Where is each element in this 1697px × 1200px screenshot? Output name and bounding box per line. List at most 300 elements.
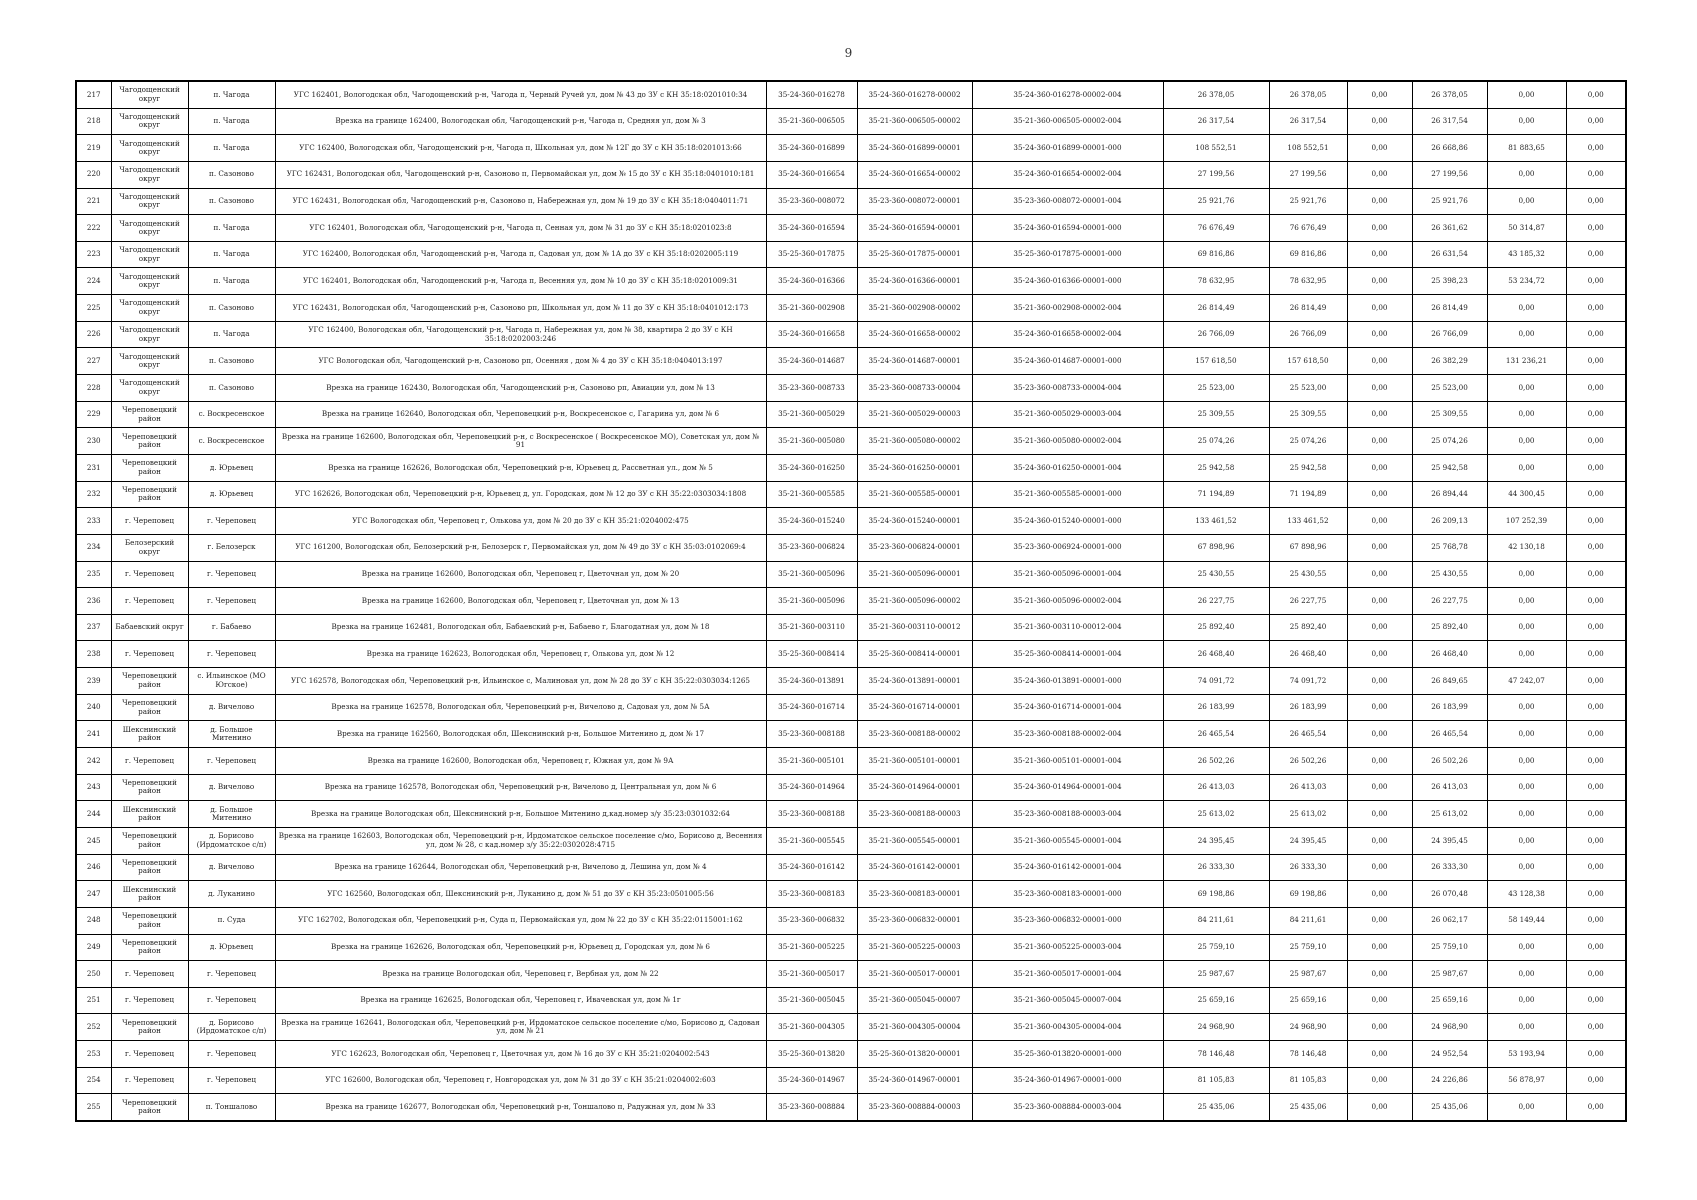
cell-cost-zero: 0,00 [1347, 854, 1412, 881]
cell-district: г. Череповец [111, 961, 188, 988]
table-row [76, 748, 1626, 775]
cell-cost-part-1: 25 523,00 [1412, 375, 1487, 402]
cell-total-cost: 27 199,56 [1163, 161, 1269, 188]
cell-object-code: 35-24-360-016278 [766, 81, 857, 108]
table-row [76, 1094, 1626, 1121]
cell-district: Шекснинский район [111, 881, 188, 908]
cell-cost-part-2: 0,00 [1487, 588, 1566, 615]
cell-total-cost: 108 552,51 [1163, 135, 1269, 162]
cell-object-code: 35-24-360-016250 [766, 454, 857, 481]
table-row [76, 428, 1626, 455]
cell-cost-part-1: 24 952,54 [1412, 1041, 1487, 1068]
cell-object-code: 35-24-360-014687 [766, 348, 857, 375]
cell-address: Врезка на границе 162677, Вологодская обл, Череповецкий р-н, Тоншалово п, Радужная ул, дом № 33 [275, 1094, 766, 1121]
cell-object-code: 35-21-360-004305 [766, 1014, 857, 1041]
cell-cost-part-3: 0,00 [1566, 428, 1626, 455]
cell-cost-part-2: 53 193,94 [1487, 1041, 1566, 1068]
cell-connection-code: 35-24-360-016658-00002 [857, 321, 972, 348]
cell-cost-zero: 0,00 [1347, 321, 1412, 348]
table-row [76, 1014, 1626, 1041]
table-row [76, 188, 1626, 215]
cell-object-code: 35-21-360-005029 [766, 401, 857, 428]
cell-cost-part-1: 26 668,86 [1412, 135, 1487, 162]
cell-point-code: 35-23-360-008072-00001-004 [972, 188, 1163, 215]
cell-row-number: 229 [76, 401, 111, 428]
cell-object-code: 35-21-360-005225 [766, 934, 857, 961]
cell-object-code: 35-21-360-005017 [766, 961, 857, 988]
cell-row-number: 217 [76, 81, 111, 108]
cell-row-number: 232 [76, 481, 111, 508]
cell-connection-code: 35-25-360-008414-00001 [857, 641, 972, 668]
cell-cost-part-1: 26 849,65 [1412, 668, 1487, 695]
cell-cost-part-1: 25 892,40 [1412, 614, 1487, 641]
cell-object-code: 35-23-360-008188 [766, 721, 857, 748]
cell-point-code: 35-21-360-005545-00001-004 [972, 827, 1163, 854]
cell-point-code: 35-23-360-008188-00002-004 [972, 721, 1163, 748]
cell-cost-part-1: 25 987,67 [1412, 961, 1487, 988]
cell-total-cost: 26 333,30 [1163, 854, 1269, 881]
cell-row-number: 234 [76, 534, 111, 561]
cell-object-code: 35-24-360-015240 [766, 508, 857, 535]
cell-row-number: 231 [76, 454, 111, 481]
cell-district: Чагодощенский округ [111, 268, 188, 295]
cell-cost-part-3: 0,00 [1566, 668, 1626, 695]
cell-cost-part-2: 0,00 [1487, 108, 1566, 135]
cell-settlement: с. Ильинское (МО Югское) [188, 668, 275, 695]
cell-row-number: 249 [76, 934, 111, 961]
cell-cost-zero: 0,00 [1347, 614, 1412, 641]
cell-settlement: г. Череповец [188, 641, 275, 668]
cell-cost-total-2: 27 199,56 [1269, 161, 1347, 188]
cell-cost-total-2: 69 198,86 [1269, 881, 1347, 908]
cell-total-cost: 26 502,26 [1163, 748, 1269, 775]
cell-district: Череповецкий район [111, 934, 188, 961]
cell-object-code: 35-24-360-016654 [766, 161, 857, 188]
cell-cost-part-2: 0,00 [1487, 987, 1566, 1014]
cell-address: Врезка на границе 162600, Вологодская обл, Череповец г, Цветочная ул, дом № 20 [275, 561, 766, 588]
cell-total-cost: 25 892,40 [1163, 614, 1269, 641]
cell-row-number: 220 [76, 161, 111, 188]
cell-cost-part-2: 0,00 [1487, 961, 1566, 988]
cell-cost-zero: 0,00 [1347, 668, 1412, 695]
cell-address: УГС 162400, Вологодская обл, Чагодощенский р-н, Чагода п, Садовая ул, дом № 1А до ЗУ с КН 35:18:0202005:119 [275, 241, 766, 268]
cell-row-number: 245 [76, 827, 111, 854]
cell-cost-part-1: 26 317,54 [1412, 108, 1487, 135]
cell-total-cost: 25 430,55 [1163, 561, 1269, 588]
cell-settlement: п. Чагода [188, 215, 275, 242]
cell-row-number: 240 [76, 694, 111, 721]
cell-cost-total-2: 26 413,03 [1269, 774, 1347, 801]
cell-connection-code: 35-24-360-016899-00001 [857, 135, 972, 162]
table-row [76, 668, 1626, 695]
cell-cost-part-2: 44 300,45 [1487, 481, 1566, 508]
cell-total-cost: 26 378,05 [1163, 81, 1269, 108]
cell-settlement: г. Череповец [188, 987, 275, 1014]
cell-object-code: 35-24-360-016714 [766, 694, 857, 721]
cell-cost-part-3: 0,00 [1566, 135, 1626, 162]
cell-row-number: 250 [76, 961, 111, 988]
cell-district: Белозерский округ [111, 534, 188, 561]
table-row [76, 827, 1626, 854]
table-row [76, 907, 1626, 934]
cell-cost-zero: 0,00 [1347, 428, 1412, 455]
table-row [76, 241, 1626, 268]
cell-cost-zero: 0,00 [1347, 987, 1412, 1014]
cell-cost-part-2: 0,00 [1487, 375, 1566, 402]
cell-cost-part-3: 0,00 [1566, 188, 1626, 215]
cell-cost-total-2: 25 613,02 [1269, 801, 1347, 828]
cell-address: УГС 162431, Вологодская обл, Чагодощенский р-н, Сазоново рп, Школьная ул, дом № 11 до ЗУ с КН 35:18:0401012:173 [275, 295, 766, 322]
cell-connection-code: 35-24-360-014964-00001 [857, 774, 972, 801]
cell-connection-code: 35-21-360-005545-00001 [857, 827, 972, 854]
cell-row-number: 218 [76, 108, 111, 135]
cell-cost-total-2: 78 146,48 [1269, 1041, 1347, 1068]
cell-connection-code: 35-21-360-005225-00003 [857, 934, 972, 961]
cell-cost-total-2: 25 309,55 [1269, 401, 1347, 428]
cell-object-code: 35-25-360-013820 [766, 1041, 857, 1068]
cell-cost-part-2: 131 236,21 [1487, 348, 1566, 375]
cell-total-cost: 25 613,02 [1163, 801, 1269, 828]
table-row [76, 375, 1626, 402]
cell-cost-part-3: 0,00 [1566, 81, 1626, 108]
cell-cost-zero: 0,00 [1347, 454, 1412, 481]
cell-cost-part-3: 0,00 [1566, 748, 1626, 775]
cell-address: УГС 162431, Вологодская обл, Чагодощенский р-н, Сазоново п, Набережная ул, дом № 19 до ЗУ с КН 35:18:0404011:71 [275, 188, 766, 215]
cell-cost-part-1: 25 430,55 [1412, 561, 1487, 588]
table-row [76, 694, 1626, 721]
table-row [76, 401, 1626, 428]
cell-object-code: 35-21-360-005545 [766, 827, 857, 854]
cell-point-code: 35-24-360-013891-00001-000 [972, 668, 1163, 695]
cell-cost-zero: 0,00 [1347, 721, 1412, 748]
cell-settlement: г. Череповец [188, 961, 275, 988]
cell-cost-part-3: 0,00 [1566, 694, 1626, 721]
cell-point-code: 35-21-360-005045-00007-004 [972, 987, 1163, 1014]
cell-object-code: 35-21-360-005045 [766, 987, 857, 1014]
cell-point-code: 35-21-360-004305-00004-004 [972, 1014, 1163, 1041]
cell-connection-code: 35-25-360-017875-00001 [857, 241, 972, 268]
cell-connection-code: 35-24-360-014967-00001 [857, 1067, 972, 1094]
cell-district: Череповецкий район [111, 827, 188, 854]
cell-cost-total-2: 25 659,16 [1269, 987, 1347, 1014]
cell-point-code: 35-24-360-016278-00002-004 [972, 81, 1163, 108]
cell-address: УГС 162400, Вологодская обл, Чагодощенский р-н, Чагода п, Набережная ул, дом № 38, квартира 2 до ЗУ с КН 35:18:0202003:246 [275, 321, 766, 348]
cell-row-number: 222 [76, 215, 111, 242]
cell-cost-total-2: 26 183,99 [1269, 694, 1347, 721]
cell-cost-part-2: 0,00 [1487, 161, 1566, 188]
cell-cost-part-2: 0,00 [1487, 801, 1566, 828]
cell-cost-zero: 0,00 [1347, 561, 1412, 588]
cell-cost-part-3: 0,00 [1566, 268, 1626, 295]
cell-settlement: г. Череповец [188, 748, 275, 775]
cell-cost-zero: 0,00 [1347, 241, 1412, 268]
cell-object-code: 35-24-360-014964 [766, 774, 857, 801]
cell-row-number: 223 [76, 241, 111, 268]
cell-point-code: 35-21-360-005080-00002-004 [972, 428, 1163, 455]
cell-cost-total-2: 24 968,90 [1269, 1014, 1347, 1041]
cell-settlement: п. Суда [188, 907, 275, 934]
cell-settlement: д. Юрьевец [188, 481, 275, 508]
table-row [76, 321, 1626, 348]
cell-address: Врезка на границе 162600, Вологодская обл, Череповец г, Южная ул, дом № 9А [275, 748, 766, 775]
cell-connection-code: 35-24-360-013891-00001 [857, 668, 972, 695]
cell-cost-part-3: 0,00 [1566, 1041, 1626, 1068]
cell-object-code: 35-21-360-005080 [766, 428, 857, 455]
cell-cost-part-1: 26 894,44 [1412, 481, 1487, 508]
cell-district: г. Череповец [111, 588, 188, 615]
cell-connection-code: 35-21-360-003110-00012 [857, 614, 972, 641]
cell-address: Врезка на границе 162644, Вологодская обл, Череповецкий р-н, Вичелово д, Лешина ул, дом № 4 [275, 854, 766, 881]
cell-settlement: п. Сазоново [188, 348, 275, 375]
cell-point-code: 35-21-360-005585-00001-000 [972, 481, 1163, 508]
cell-district: Чагодощенский округ [111, 321, 188, 348]
cell-district: Череповецкий район [111, 481, 188, 508]
cell-point-code: 35-25-360-008414-00001-004 [972, 641, 1163, 668]
cell-total-cost: 81 105,83 [1163, 1067, 1269, 1094]
cell-cost-part-2: 0,00 [1487, 561, 1566, 588]
cell-cost-part-2: 0,00 [1487, 454, 1566, 481]
cell-settlement: д. Юрьевец [188, 454, 275, 481]
table-row [76, 268, 1626, 295]
cell-cost-part-3: 0,00 [1566, 961, 1626, 988]
cell-cost-part-2: 0,00 [1487, 295, 1566, 322]
cell-total-cost: 25 309,55 [1163, 401, 1269, 428]
cell-cost-part-2: 0,00 [1487, 641, 1566, 668]
cell-cost-zero: 0,00 [1347, 534, 1412, 561]
cell-total-cost: 25 074,26 [1163, 428, 1269, 455]
cell-address: Врезка на границе Вологодская обл, Шекснинский р-н, Большое Митенино д,кад.номер з/у 35:23:0301032:64 [275, 801, 766, 828]
cell-cost-part-1: 27 199,56 [1412, 161, 1487, 188]
cell-cost-part-2: 0,00 [1487, 721, 1566, 748]
cell-cost-part-3: 0,00 [1566, 481, 1626, 508]
cell-district: г. Череповец [111, 641, 188, 668]
cell-object-code: 35-24-360-014967 [766, 1067, 857, 1094]
cell-cost-total-2: 25 523,00 [1269, 375, 1347, 402]
cell-district: Череповецкий район [111, 854, 188, 881]
table-row [76, 161, 1626, 188]
cell-connection-code: 35-21-360-005017-00001 [857, 961, 972, 988]
cell-cost-total-2: 26 502,26 [1269, 748, 1347, 775]
cell-total-cost: 26 465,54 [1163, 721, 1269, 748]
cell-settlement: г. Череповец [188, 508, 275, 535]
cell-cost-part-1: 25 659,16 [1412, 987, 1487, 1014]
cell-cost-part-1: 26 361,62 [1412, 215, 1487, 242]
cell-district: Череповецкий район [111, 774, 188, 801]
cell-settlement: п. Чагода [188, 321, 275, 348]
cell-cost-part-3: 0,00 [1566, 295, 1626, 322]
cell-settlement: д. Юрьевец [188, 934, 275, 961]
cell-total-cost: 67 898,96 [1163, 534, 1269, 561]
cell-cost-part-3: 0,00 [1566, 774, 1626, 801]
cell-cost-part-2: 0,00 [1487, 694, 1566, 721]
cell-cost-part-1: 26 468,40 [1412, 641, 1487, 668]
cell-cost-part-3: 0,00 [1566, 454, 1626, 481]
table-row [76, 108, 1626, 135]
cell-cost-part-3: 0,00 [1566, 827, 1626, 854]
cell-connection-code: 35-24-360-016714-00001 [857, 694, 972, 721]
cell-object-code: 35-23-360-008733 [766, 375, 857, 402]
cell-cost-part-1: 24 226,86 [1412, 1067, 1487, 1094]
cell-cost-zero: 0,00 [1347, 801, 1412, 828]
cell-point-code: 35-21-360-005096-00002-004 [972, 588, 1163, 615]
cell-row-number: 230 [76, 428, 111, 455]
cell-cost-zero: 0,00 [1347, 1067, 1412, 1094]
cell-cost-zero: 0,00 [1347, 295, 1412, 322]
cell-settlement: д. Большое Митенино [188, 721, 275, 748]
cell-district: Чагодощенский округ [111, 161, 188, 188]
cell-cost-total-2: 157 618,50 [1269, 348, 1347, 375]
cell-cost-total-2: 108 552,51 [1269, 135, 1347, 162]
cell-cost-part-1: 25 768,78 [1412, 534, 1487, 561]
cell-address: Врезка на границе 162626, Вологодская обл, Череповецкий р-н, Юрьевец д, Рассветная ул., дом № 5 [275, 454, 766, 481]
table-row [76, 508, 1626, 535]
cell-total-cost: 26 183,99 [1163, 694, 1269, 721]
cell-district: г. Череповец [111, 987, 188, 1014]
cell-point-code: 35-21-360-003110-00012-004 [972, 614, 1163, 641]
cell-row-number: 237 [76, 614, 111, 641]
cell-connection-code: 35-24-360-016250-00001 [857, 454, 972, 481]
cell-cost-total-2: 26 465,54 [1269, 721, 1347, 748]
cell-point-code: 35-21-360-005225-00003-004 [972, 934, 1163, 961]
table-row [76, 641, 1626, 668]
cell-district: Череповецкий район [111, 454, 188, 481]
cell-cost-part-3: 0,00 [1566, 241, 1626, 268]
cell-connection-code: 35-21-360-002908-00002 [857, 295, 972, 322]
cell-cost-total-2: 25 074,26 [1269, 428, 1347, 455]
cell-address: Врезка на границе 162400, Вологодская обл, Чагодощенский р-н, Чагода п, Средняя ул, дом № 3 [275, 108, 766, 135]
cell-point-code: 35-24-360-016714-00001-004 [972, 694, 1163, 721]
cell-total-cost: 71 194,89 [1163, 481, 1269, 508]
cell-cost-part-2: 0,00 [1487, 1094, 1566, 1121]
cell-cost-part-3: 0,00 [1566, 401, 1626, 428]
cell-cost-part-3: 0,00 [1566, 614, 1626, 641]
cell-settlement: п. Сазоново [188, 295, 275, 322]
cell-cost-zero: 0,00 [1347, 748, 1412, 775]
cell-cost-part-1: 26 209,13 [1412, 508, 1487, 535]
cell-address: Врезка на границе 162578, Вологодская обл, Череповецкий р-н, Вичелово д, Садовая ул, дом № 5А [275, 694, 766, 721]
cell-settlement: п. Чагода [188, 241, 275, 268]
cell-cost-part-2: 0,00 [1487, 428, 1566, 455]
cell-cost-part-1: 25 942,58 [1412, 454, 1487, 481]
cell-object-code: 35-24-360-016594 [766, 215, 857, 242]
cell-address: Врезка на границе 162623, Вологодская обл, Череповец г, Олькова ул, дом № 12 [275, 641, 766, 668]
cell-total-cost: 25 659,16 [1163, 987, 1269, 1014]
cell-total-cost: 26 468,40 [1163, 641, 1269, 668]
cell-connection-code: 35-21-360-006505-00002 [857, 108, 972, 135]
cell-cost-total-2: 26 333,30 [1269, 854, 1347, 881]
cell-settlement: г. Белозерск [188, 534, 275, 561]
cell-cost-part-1: 26 382,29 [1412, 348, 1487, 375]
cell-object-code: 35-21-360-005101 [766, 748, 857, 775]
cell-point-code: 35-23-360-008733-00004-004 [972, 375, 1163, 402]
cell-settlement: п. Чагода [188, 135, 275, 162]
table-row [76, 881, 1626, 908]
cell-connection-code: 35-21-360-005029-00003 [857, 401, 972, 428]
cell-cost-part-1: 25 921,76 [1412, 188, 1487, 215]
cell-cost-part-3: 0,00 [1566, 801, 1626, 828]
cell-row-number: 238 [76, 641, 111, 668]
cell-object-code: 35-23-360-008884 [766, 1094, 857, 1121]
cell-cost-part-3: 0,00 [1566, 375, 1626, 402]
cell-cost-part-1: 26 070,48 [1412, 881, 1487, 908]
cell-row-number: 248 [76, 907, 111, 934]
cell-point-code: 35-21-360-005101-00001-004 [972, 748, 1163, 775]
cell-district: Чагодощенский округ [111, 188, 188, 215]
cell-connection-code: 35-24-360-016594-00001 [857, 215, 972, 242]
cell-point-code: 35-24-360-016594-00001-000 [972, 215, 1163, 242]
cell-cost-total-2: 71 194,89 [1269, 481, 1347, 508]
cell-cost-part-3: 0,00 [1566, 534, 1626, 561]
cell-total-cost: 69 816,86 [1163, 241, 1269, 268]
cell-district: Шекснинский район [111, 801, 188, 828]
cell-total-cost: 24 968,90 [1163, 1014, 1269, 1041]
cell-total-cost: 26 227,75 [1163, 588, 1269, 615]
cell-address: УГС 162626, Вологодская обл, Череповецкий р-н, Юрьевец д, ул. Городская, дом № 12 до ЗУ с КН 35:22:0303034:1808 [275, 481, 766, 508]
cell-settlement: г. Череповец [188, 1041, 275, 1068]
cell-district: Череповецкий район [111, 907, 188, 934]
cell-cost-total-2: 81 105,83 [1269, 1067, 1347, 1094]
cell-row-number: 235 [76, 561, 111, 588]
cell-address: УГС 162401, Вологодская обл, Чагодощенский р-н, Чагода п, Весенняя ул, дом № 10 до ЗУ с КН 35:18:0201009:31 [275, 268, 766, 295]
cell-cost-zero: 0,00 [1347, 934, 1412, 961]
cell-address: УГС 161200, Вологодская обл, Белозерский р-н, Белозерск г, Первомайская ул, дом № 49 до ЗУ с КН 35:03:0102069:4 [275, 534, 766, 561]
cell-cost-total-2: 25 987,67 [1269, 961, 1347, 988]
cell-settlement: д. Большое Митенино [188, 801, 275, 828]
cell-address: Врезка на границе 162600, Вологодская обл, Череповецкий р-н, с Воскресенское ( Воскресенское МО), Советская ул, дом № 91 [275, 428, 766, 455]
cell-object-code: 35-21-360-006505 [766, 108, 857, 135]
cell-address: УГС 162623, Вологодская обл, Череповец г, Цветочная ул, дом № 16 до ЗУ с КН 35:21:0204002:543 [275, 1041, 766, 1068]
cell-cost-zero: 0,00 [1347, 135, 1412, 162]
cell-address: Врезка на границе 162641, Вологодская обл, Череповецкий р-н, Ирдоматское сельское поселение с/мо, Борисово д, Садовая ул, дом № 21 [275, 1014, 766, 1041]
cell-settlement: г. Череповец [188, 561, 275, 588]
cell-connection-code: 35-23-360-008188-00003 [857, 801, 972, 828]
cell-row-number: 228 [76, 375, 111, 402]
cell-cost-total-2: 25 921,76 [1269, 188, 1347, 215]
cell-row-number: 241 [76, 721, 111, 748]
cell-object-code: 35-21-360-002908 [766, 295, 857, 322]
cell-point-code: 35-24-360-016658-00002-004 [972, 321, 1163, 348]
cell-point-code: 35-25-360-013820-00001-000 [972, 1041, 1163, 1068]
cell-cost-part-1: 25 435,06 [1412, 1094, 1487, 1121]
cell-district: Шекснинский район [111, 721, 188, 748]
cell-address: Врезка на границе 162600, Вологодская обл, Череповец г, Цветочная ул, дом № 13 [275, 588, 766, 615]
cell-row-number: 236 [76, 588, 111, 615]
cell-address: УГС 162600, Вологодская обл, Череповец г, Новгородская ул, дом № 31 до ЗУ с КН 35:21:0204002:603 [275, 1067, 766, 1094]
cell-cost-part-2: 43 128,38 [1487, 881, 1566, 908]
cell-object-code: 35-21-360-005096 [766, 588, 857, 615]
cell-cost-part-2: 47 242,07 [1487, 668, 1566, 695]
cell-total-cost: 26 317,54 [1163, 108, 1269, 135]
table-row [76, 934, 1626, 961]
cell-connection-code: 35-23-360-008072-00001 [857, 188, 972, 215]
cell-row-number: 225 [76, 295, 111, 322]
cell-cost-part-3: 0,00 [1566, 1094, 1626, 1121]
cell-district: Череповецкий район [111, 668, 188, 695]
cell-cost-total-2: 26 317,54 [1269, 108, 1347, 135]
cell-cost-total-2: 25 892,40 [1269, 614, 1347, 641]
cell-address: Врезка на границе 162560, Вологодская обл, Шекснинский р-н, Большое Митенино д, дом № 17 [275, 721, 766, 748]
table-row [76, 454, 1626, 481]
cell-cost-part-1: 26 766,09 [1412, 321, 1487, 348]
cell-point-code: 35-24-360-016142-00001-004 [972, 854, 1163, 881]
cell-cost-part-2: 107 252,39 [1487, 508, 1566, 535]
cell-district: Чагодощенский округ [111, 348, 188, 375]
cell-cost-part-2: 0,00 [1487, 321, 1566, 348]
cell-connection-code: 35-21-360-005585-00001 [857, 481, 972, 508]
cell-row-number: 246 [76, 854, 111, 881]
cell-cost-part-2: 0,00 [1487, 934, 1566, 961]
cell-point-code: 35-24-360-015240-00001-000 [972, 508, 1163, 535]
